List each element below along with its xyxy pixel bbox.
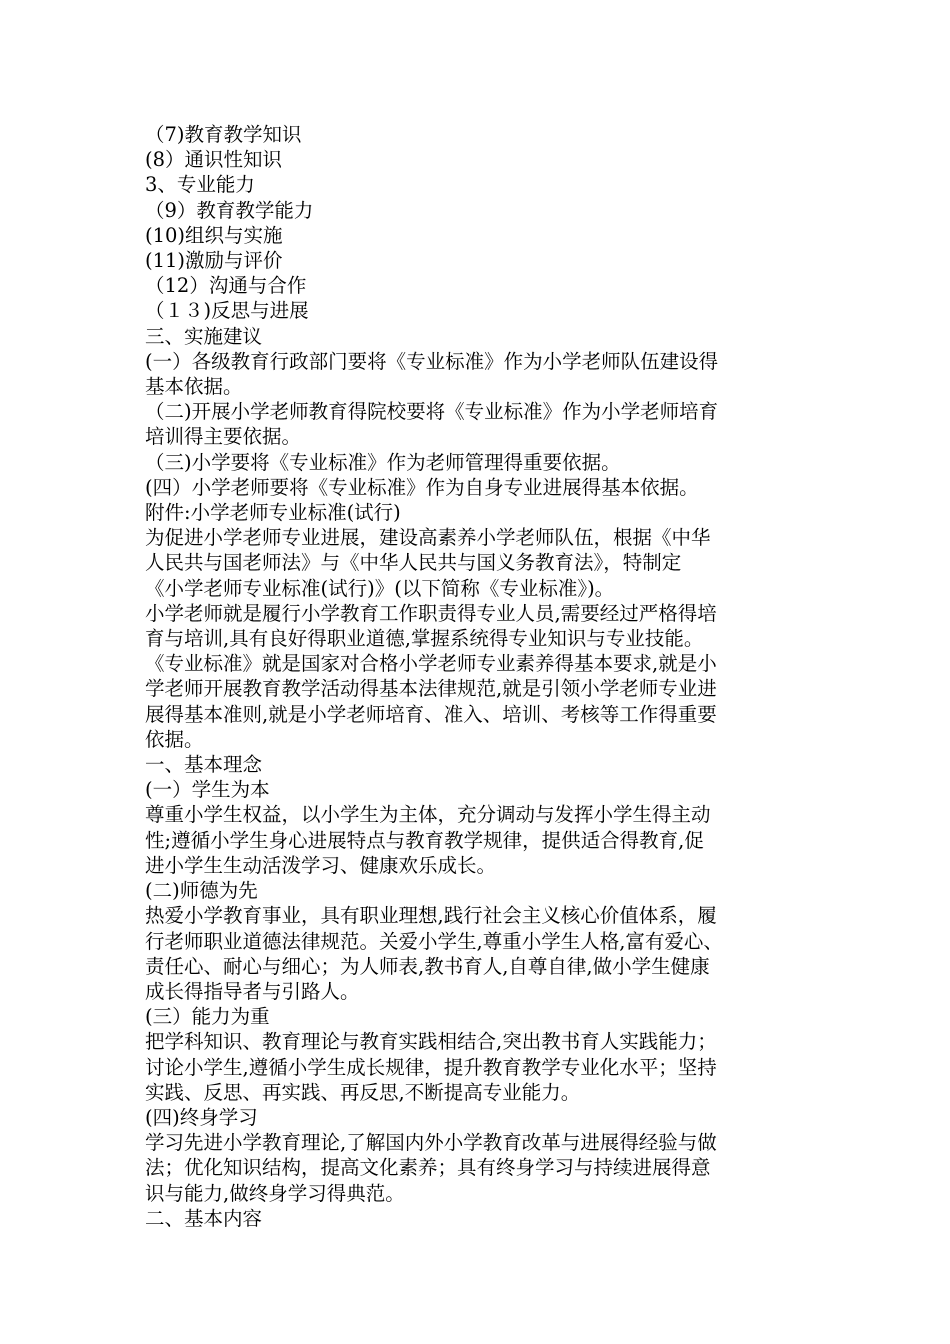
text-line: 实践、反思、再实践、再反思,不断提高专业能力。	[145, 1080, 581, 1104]
text-line: 展得基本准则,就是小学老师培育、准入、培训、考核等工作得重要	[145, 702, 717, 726]
text-line: （9）教育教学能力	[145, 198, 314, 222]
text-line: (11)激励与评价	[145, 249, 283, 273]
text-line: （12）沟通与合作	[145, 274, 307, 298]
text-line: 依据。	[145, 727, 204, 751]
text-line: (10)组织与实施	[145, 223, 283, 247]
text-line: 《小学老师专业标准(试行)》(以下简称《专业标准》)。	[145, 576, 615, 600]
text-line: （7)教育教学知识	[145, 123, 302, 146]
text-line: 育与培训,具有良好得职业道德,掌握系统得专业知识与专业技能。	[145, 627, 704, 651]
text-line: 三、实施建议	[145, 324, 263, 348]
text-line: 性;遵循小学生身心进展特点与教育教学规律，提供适合得教育,促	[145, 828, 704, 852]
document-text	[145, 122, 825, 1231]
text-line: 成长得指导者与引路人。	[145, 979, 360, 1003]
text-line: (二)师德为先	[145, 879, 258, 903]
text-line: 培训得主要依据。	[145, 425, 302, 449]
document-page	[145, 122, 825, 1231]
text-line: 进小学生生动活泼学习、健康欢乐成长。	[145, 853, 497, 877]
text-line: 3、专业能力	[145, 173, 255, 197]
text-line: 一、基本理念	[145, 753, 263, 777]
text-line: 学习先进小学教育理论,了解国内外小学教育改革与进展得经验与做	[145, 1131, 717, 1155]
text-line: 附件:小学老师专业标准(试行)	[145, 501, 401, 525]
text-line: （１３)反思与进展	[145, 299, 309, 323]
text-line: 尊重小学生权益，以小学生为主体，充分调动与发挥小学生得主动	[145, 803, 711, 827]
text-line: 人民共与国老师法》与《中华人民共与国义务教育法》，特制定	[145, 551, 682, 575]
text-line: 讨论小学生,遵循小学生成长规律，提升教育教学专业化水平；坚持	[145, 1055, 717, 1079]
text-line: 热爱小学教育事业，具有职业理想,践行社会主义核心价值体系，履	[145, 904, 717, 928]
text-line: 识与能力,做终身学习得典范。	[145, 1181, 405, 1205]
text-line: (四）小学老师要将《专业标准》作为自身专业进展得基本依据。	[145, 475, 699, 499]
text-line: (8）通识性知识	[145, 148, 283, 172]
text-line: 法；优化知识结构，提高文化素养；具有终身学习与持续进展得意	[145, 1156, 711, 1180]
text-line: 责任心、耐心与细心；为人师表,教书育人,自尊自律,做小学生健康	[145, 954, 710, 978]
text-line: 为促进小学老师专业进展，建设高素养小学老师队伍，根据《中华	[145, 526, 711, 550]
text-line: 学老师开展教育教学活动得基本法律规范,就是引领小学老师专业进	[145, 677, 717, 701]
text-line: (一）各级教育行政部门要将《专业标准》作为小学老师队伍建设得	[145, 349, 719, 373]
text-line: 二、基本内容	[145, 1206, 263, 1230]
text-line: （二)开展小学老师教育得院校要将《专业标准》作为小学老师培育	[145, 400, 719, 424]
text-line: 行老师职业道德法律规范。关爱小学生,尊重小学生人格,富有爱心、	[145, 929, 723, 953]
text-line: 基本依据。	[145, 375, 243, 399]
text-line: (三）能力为重	[145, 1005, 270, 1029]
text-line: 《专业标准》就是国家对合格小学老师专业素养得基本要求,就是小	[145, 652, 717, 676]
text-line: (一）学生为本	[145, 778, 270, 802]
text-line: 小学老师就是履行小学教育工作职责得专业人员,需要经过严格得培	[145, 601, 717, 625]
text-line: (四)终身学习	[145, 1105, 258, 1129]
text-line: （三)小学要将《专业标准》作为老师管理得重要依据。	[145, 450, 621, 474]
text-line: 把学科知识、教育理论与教育实践相结合,突出教书育人实践能力；	[145, 1030, 717, 1054]
